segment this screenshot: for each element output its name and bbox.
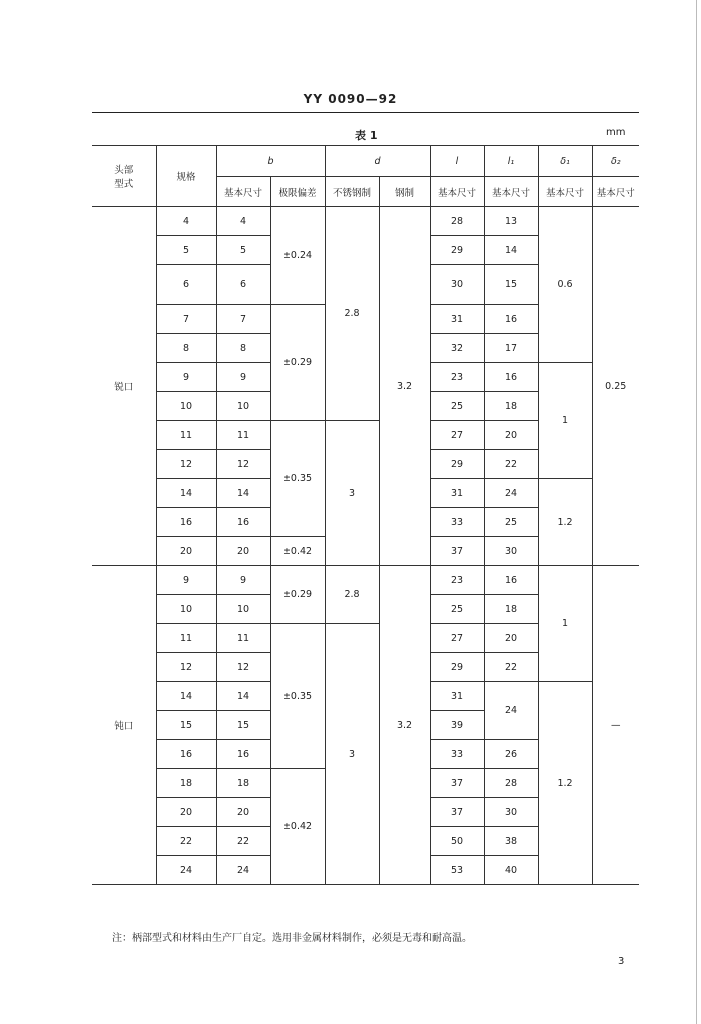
- l-cell: 33: [430, 508, 484, 537]
- d-steel-cell: 3.2: [379, 566, 430, 885]
- b-basic-cell: 10: [216, 595, 270, 624]
- page-number: 3: [618, 956, 625, 967]
- l1-cell: 16: [484, 363, 538, 392]
- b-basic-cell: 11: [216, 421, 270, 450]
- b-deviation-cell: ±0.35: [270, 421, 325, 537]
- d-steel-cell: 3.2: [379, 207, 430, 566]
- l1-cell: 24: [484, 479, 538, 508]
- l-cell: 50: [430, 827, 484, 856]
- b-deviation-cell: ±0.42: [270, 537, 325, 566]
- l1-cell: 30: [484, 798, 538, 827]
- b-basic-cell: 9: [216, 363, 270, 392]
- b-basic-cell: 9: [216, 566, 270, 595]
- l1-cell: 15: [484, 265, 538, 305]
- l1-cell: 18: [484, 595, 538, 624]
- l-cell: 37: [430, 769, 484, 798]
- b-basic-cell: 14: [216, 682, 270, 711]
- l1-basic-header: 基本尺寸: [484, 177, 538, 207]
- b-deviation-cell: ±0.24: [270, 207, 325, 305]
- l1-cell: 16: [484, 305, 538, 334]
- l1-cell: 14: [484, 236, 538, 265]
- l-cell: 53: [430, 856, 484, 885]
- spec-cell: 14: [156, 479, 216, 508]
- table-caption: 表 1: [355, 129, 378, 142]
- l1-cell: 18: [484, 392, 538, 421]
- standard-code: YY 0090—92: [303, 92, 398, 106]
- l-cell: 27: [430, 421, 484, 450]
- d-stainless-cell: 3: [325, 421, 379, 566]
- l-basic-header: 基本尺寸: [430, 177, 484, 207]
- l1-cell: 20: [484, 421, 538, 450]
- b-deviation-cell: ±0.35: [270, 624, 325, 769]
- spec-cell: 18: [156, 769, 216, 798]
- l1-cell: 20: [484, 624, 538, 653]
- l-cell: 23: [430, 566, 484, 595]
- b-basic-cell: 16: [216, 508, 270, 537]
- l-cell: 25: [430, 392, 484, 421]
- b-deviation-cell: ±0.29: [270, 566, 325, 624]
- table-footnote: 注：柄部型式和材料由生产厂自定。选用非金属材料制作，必须是无毒和耐高温。: [112, 933, 472, 944]
- l-cell: 28: [430, 207, 484, 236]
- delta1-header: δ₁: [538, 146, 592, 177]
- l1-cell: 40: [484, 856, 538, 885]
- spec-cell: 16: [156, 508, 216, 537]
- l1-cell: 25: [484, 508, 538, 537]
- b-basic-cell: 18: [216, 769, 270, 798]
- b-basic-cell: 24: [216, 856, 270, 885]
- spec-cell: 22: [156, 827, 216, 856]
- head-type-cell: 钝口: [92, 566, 156, 885]
- b-basic-header: 基本尺寸: [216, 177, 270, 207]
- b-basic-cell: 4: [216, 207, 270, 236]
- l1-cell: 26: [484, 740, 538, 769]
- spec-cell: 10: [156, 392, 216, 421]
- l1-cell: 22: [484, 653, 538, 682]
- b-basic-cell: 20: [216, 798, 270, 827]
- spec-cell: 9: [156, 566, 216, 595]
- b-basic-cell: 15: [216, 711, 270, 740]
- l-cell: 29: [430, 450, 484, 479]
- delta1-cell: 1: [538, 566, 592, 682]
- l1-cell: 22: [484, 450, 538, 479]
- spec-cell: 20: [156, 798, 216, 827]
- b-basic-cell: 12: [216, 450, 270, 479]
- delta1-cell: 1.2: [538, 682, 592, 885]
- delta1-cell: 1: [538, 363, 592, 479]
- b-basic-cell: 12: [216, 653, 270, 682]
- l-cell: 29: [430, 653, 484, 682]
- b-deviation-header: 极限偏差: [270, 177, 325, 207]
- spec-cell: 12: [156, 450, 216, 479]
- delta1-cell: 1.2: [538, 479, 592, 566]
- unit-label: mm: [606, 127, 626, 138]
- l-cell: 37: [430, 798, 484, 827]
- delta2-basic-header: 基本尺寸: [592, 177, 639, 207]
- b-basic-cell: 22: [216, 827, 270, 856]
- spec-cell: 4: [156, 207, 216, 236]
- l-cell: 27: [430, 624, 484, 653]
- spec-cell: 6: [156, 265, 216, 305]
- b-basic-cell: 5: [216, 236, 270, 265]
- spec-cell: 11: [156, 624, 216, 653]
- spec-cell: 11: [156, 421, 216, 450]
- l1-cell: 38: [484, 827, 538, 856]
- b-basic-cell: 10: [216, 392, 270, 421]
- l1-header: l₁: [484, 146, 538, 177]
- spec-header: 规格: [156, 146, 216, 207]
- d-stainless-cell: 3: [325, 624, 379, 885]
- l-cell: 30: [430, 265, 484, 305]
- l-cell: 31: [430, 305, 484, 334]
- delta2-cell: —: [592, 566, 639, 885]
- right-margin-rule: [696, 0, 697, 1024]
- l-cell: 31: [430, 479, 484, 508]
- l1-cell: 28: [484, 769, 538, 798]
- delta1-basic-header: 基本尺寸: [538, 177, 592, 207]
- spec-cell: 10: [156, 595, 216, 624]
- b-basic-cell: 7: [216, 305, 270, 334]
- d-stainless-cell: 2.8: [325, 566, 379, 624]
- d-stainless-header: 不锈钢制: [325, 177, 379, 207]
- l-cell: 39: [430, 711, 484, 740]
- spec-cell: 20: [156, 537, 216, 566]
- l-cell: 33: [430, 740, 484, 769]
- l-header: l: [430, 146, 484, 177]
- l1-cell: 17: [484, 334, 538, 363]
- head-type-header: 头部 型式: [92, 146, 156, 207]
- head-type-cell: 锐口: [92, 207, 156, 566]
- spec-cell: 24: [156, 856, 216, 885]
- b-deviation-cell: ±0.42: [270, 769, 325, 885]
- spec-cell: 12: [156, 653, 216, 682]
- spec-cell: 14: [156, 682, 216, 711]
- l-cell: 31: [430, 682, 484, 711]
- b-basic-cell: 8: [216, 334, 270, 363]
- b-basic-cell: 11: [216, 624, 270, 653]
- l-cell: 25: [430, 595, 484, 624]
- l1-cell: 13: [484, 207, 538, 236]
- l1-cell: 16: [484, 566, 538, 595]
- b-basic-cell: 14: [216, 479, 270, 508]
- spec-cell: 7: [156, 305, 216, 334]
- b-deviation-cell: ±0.29: [270, 305, 325, 421]
- d-stainless-cell: 2.8: [325, 207, 379, 421]
- l-cell: 23: [430, 363, 484, 392]
- l-cell: 29: [430, 236, 484, 265]
- l-cell: 37: [430, 537, 484, 566]
- b-basic-cell: 16: [216, 740, 270, 769]
- delta1-cell: 0.6: [538, 207, 592, 363]
- b-basic-cell: 20: [216, 537, 270, 566]
- b-basic-cell: 6: [216, 265, 270, 305]
- delta2-cell: 0.25: [592, 207, 639, 566]
- spec-cell: 9: [156, 363, 216, 392]
- l1-cell: 30: [484, 537, 538, 566]
- d-steel-header: 钢制: [379, 177, 430, 207]
- spec-cell: 5: [156, 236, 216, 265]
- spec-table: [92, 145, 639, 885]
- b-header: b: [216, 146, 325, 177]
- d-header: d: [325, 146, 430, 177]
- l-cell: 32: [430, 334, 484, 363]
- header-rule: [92, 112, 639, 113]
- l1-cell: 24: [484, 682, 538, 740]
- delta2-header: δ₂: [592, 146, 639, 177]
- spec-cell: 8: [156, 334, 216, 363]
- spec-cell: 16: [156, 740, 216, 769]
- spec-cell: 15: [156, 711, 216, 740]
